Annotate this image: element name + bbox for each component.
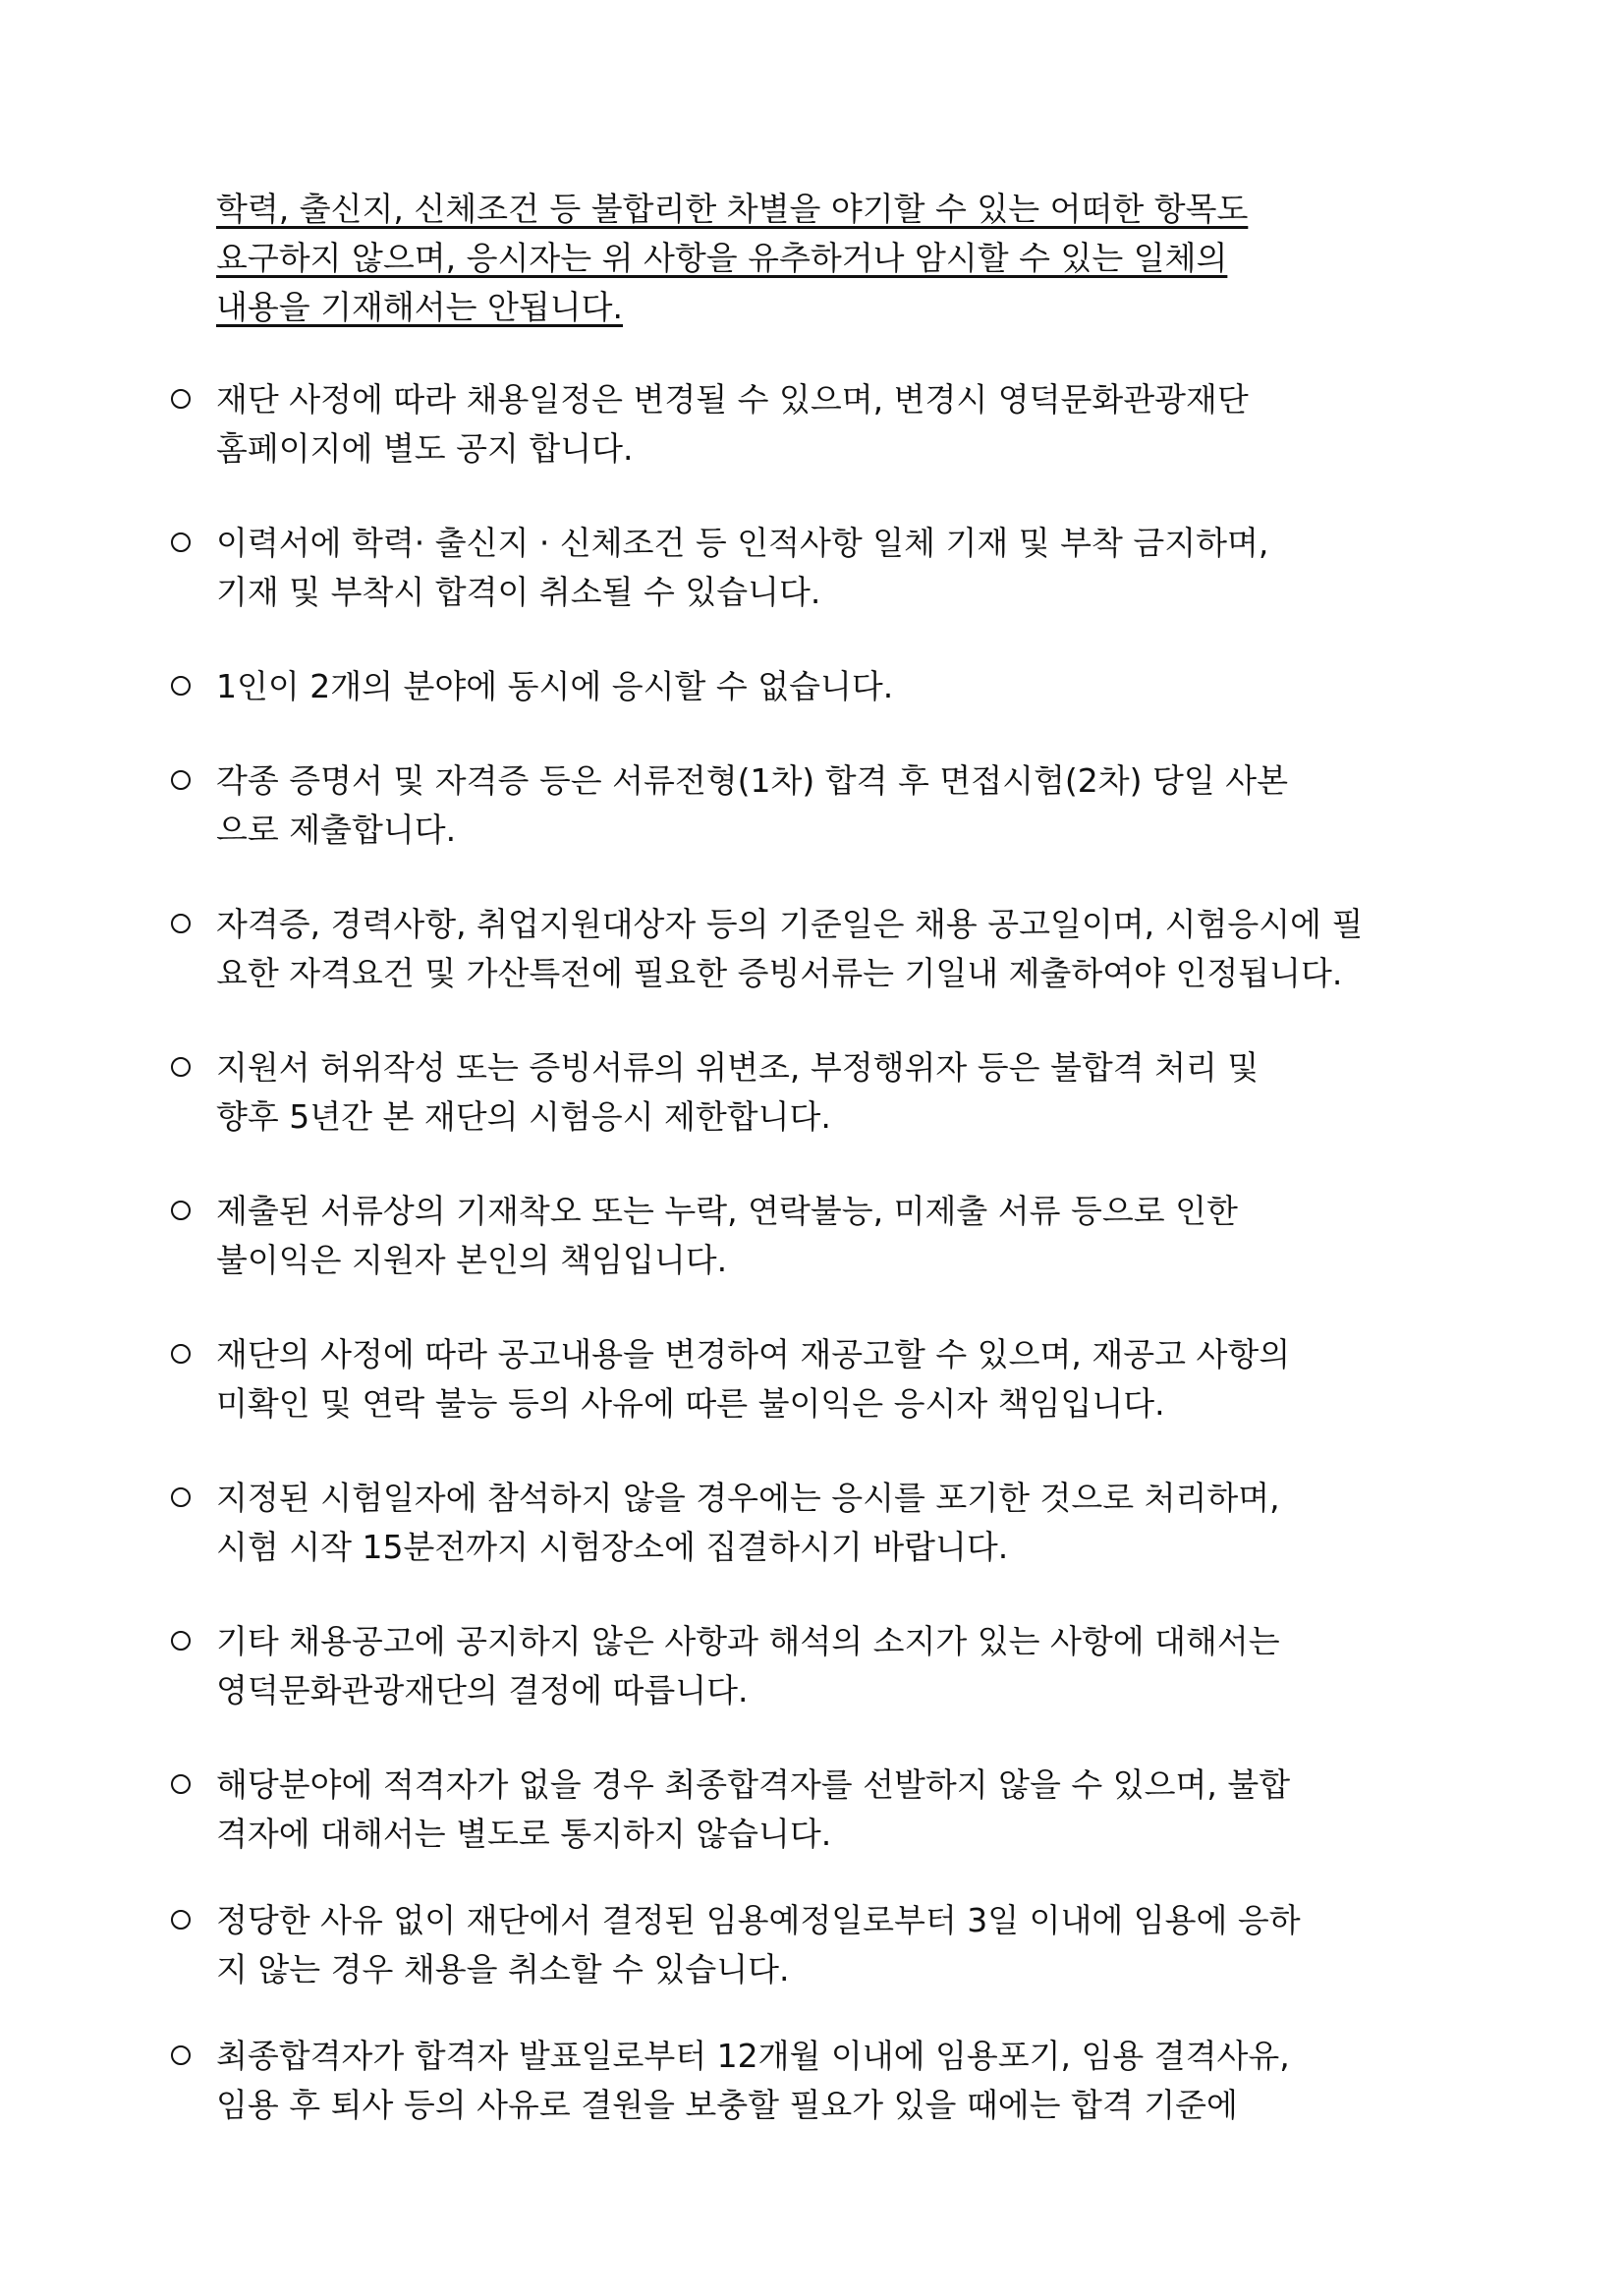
list-item: 자격증, 경력사항, 취업지원대상자 등의 기준일은 채용 공고일이며, 시험응시에 필 요한 자격요건 및 가산특전에 필요한 증빙서류는 기일내 제출하여야 인정됩니다. [167,900,1474,998]
circle-bullet-icon [171,770,191,790]
circle-bullet-icon [171,1344,191,1364]
underlined-notice [216,185,1474,332]
notice-line: 요구하지 않으며, 응시자는 위 사항을 유추하거나 암시할 수 있는 일체의 [216,239,1228,277]
list-item: 재단의 사정에 따라 공고내용을 변경하여 재공고할 수 있으며, 재공고 사항의 미확인 및 연락 불능 등의 사유에 따른 불이익은 응시자 책임입니다. [167,1330,1474,1428]
list-item: 기타 채용공고에 공지하지 않은 사항과 해석의 소지가 있는 사항에 대해서는 영덕문화관광재단의 결정에 따릅니다. [167,1617,1474,1715]
list-item: 해당분야에 적격자가 없을 경우 최종합격자를 선발하지 않을 수 있으며, 불합 격자에 대해서는 별도로 통지하지 않습니다. [167,1761,1474,1859]
list-item: 정당한 사유 없이 재단에서 결정된 임용예정일로부터 3일 이내에 임용에 응하 지 않는 경우 채용을 취소할 수 있습니다. [167,1896,1474,1994]
circle-bullet-icon [171,676,191,696]
notice-list [167,375,1474,2130]
list-item: 최종합격자가 합격자 발표일로부터 12개월 이내에 임용포기, 임용 결격사유, 임용 후 퇴사 등의 사유로 결원을 보충할 필요가 있을 때에는 합격 기준에 [167,2032,1474,2130]
circle-bullet-icon [171,389,191,409]
circle-bullet-icon [171,1201,191,1220]
list-item: 1인이 2개의 분야에 동시에 응시할 수 없습니다. [167,662,1474,711]
circle-bullet-icon [171,1910,191,1930]
circle-bullet-icon [171,2045,191,2065]
circle-bullet-icon [171,1057,191,1077]
list-item: 이력서에 학력· 출신지 · 신체조건 등 인적사항 일체 기재 및 부착 금지하며, 기재 및 부착시 합격이 취소될 수 있습니다. [167,519,1474,617]
list-item: 제출된 서류상의 기재착오 또는 누락, 연락불능, 미제출 서류 등으로 인한 불이익은 지원자 본인의 책임입니다. [167,1187,1474,1285]
notice-line: 내용을 기재해서는 안됩니다. [216,288,624,326]
notice-line: 학력, 출신지, 신체조건 등 불합리한 차별을 야기할 수 있는 어떠한 항목도 [216,190,1249,228]
circle-bullet-icon [171,532,191,552]
list-item: 지원서 허위작성 또는 증빙서류의 위변조, 부정행위자 등은 불합격 처리 및 향후 5년간 본 재단의 시험응시 제한합니다. [167,1043,1474,1142]
list-item: 지정된 시험일자에 참석하지 않을 경우에는 응시를 포기한 것으로 처리하며, 시험 시작 15분전까지 시험장소에 집결하시기 바랍니다. [167,1474,1474,1572]
list-item: 각종 증명서 및 자격증 등은 서류전형(1차) 합격 후 면접시험(2차) 당일 사본 으로 제출합니다. [167,756,1474,855]
circle-bullet-icon [171,1487,191,1507]
circle-bullet-icon [171,914,191,933]
circle-bullet-icon [171,1631,191,1651]
circle-bullet-icon [171,1774,191,1794]
list-item: 재단 사정에 따라 채용일정은 변경될 수 있으며, 변경시 영덕문화관광재단 홈페이지에 별도 공지 합니다. [167,375,1474,474]
